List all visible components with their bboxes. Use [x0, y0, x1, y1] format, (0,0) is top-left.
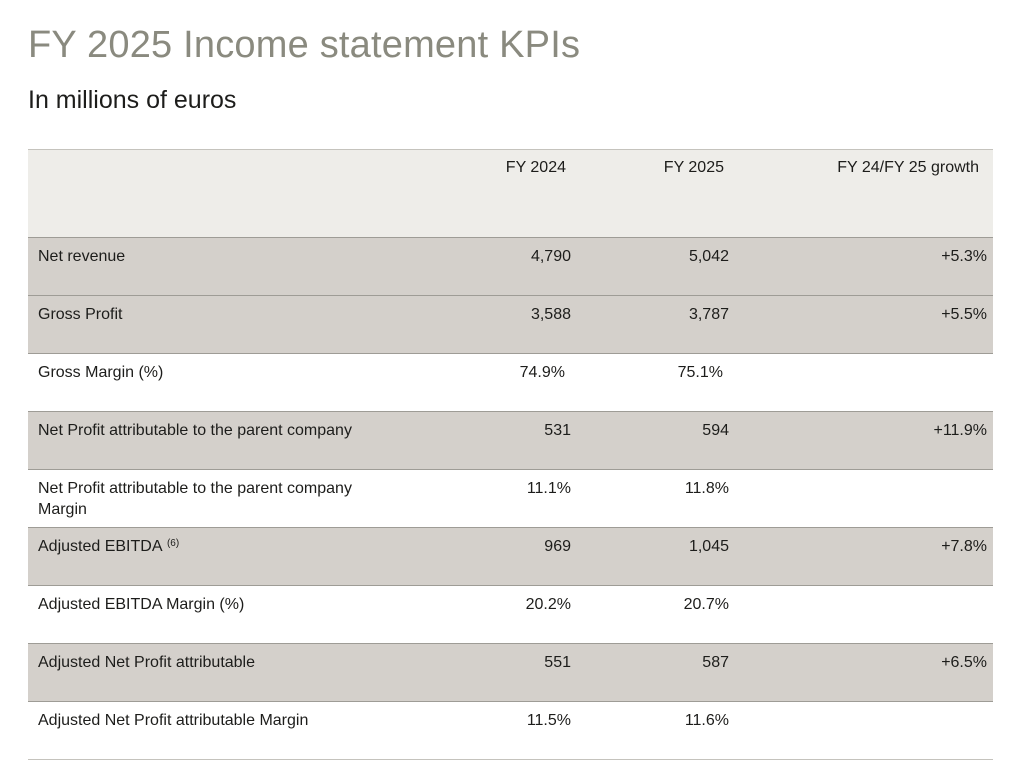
row-label	[28, 644, 418, 702]
value-fy2024: 74.9%	[418, 354, 576, 412]
row-label-text: Net Profit attributable to the parent company Margin	[38, 480, 352, 518]
value-fy2024: 551	[418, 644, 576, 702]
table-row	[28, 702, 993, 760]
table-row	[28, 586, 993, 644]
value-fy2024: 20.2%	[418, 586, 576, 644]
value-fy2025: 1,045	[576, 528, 734, 586]
value-growth: +11.9%	[734, 412, 993, 470]
row-label-text: Gross Margin (%)	[38, 364, 164, 381]
value-growth	[734, 702, 993, 760]
page-title: FY 2025 Income statement KPIs	[28, 24, 581, 66]
row-label	[28, 296, 418, 354]
value-fy2024: 3,588	[418, 296, 576, 354]
value-fy2024: 531	[418, 412, 576, 470]
table-header-row	[28, 150, 993, 238]
value-fy2025: 3,787	[576, 296, 734, 354]
row-label	[28, 412, 418, 470]
table-row	[28, 354, 993, 412]
row-label	[28, 586, 418, 644]
value-fy2025: 11.8%	[576, 470, 734, 528]
table-row	[28, 296, 993, 354]
value-growth	[734, 354, 993, 412]
value-growth	[734, 586, 993, 644]
header-fy2025: FY 2025	[576, 150, 734, 238]
table-row	[28, 528, 993, 586]
value-fy2025: 20.7%	[576, 586, 734, 644]
row-label	[28, 238, 418, 296]
value-growth: +6.5%	[734, 644, 993, 702]
row-label-text: Adjusted Net Profit attributable Margin	[38, 712, 309, 729]
table-body	[28, 238, 993, 760]
row-label-text: Adjusted EBITDA Margin (%)	[38, 596, 245, 613]
value-fy2024: 11.1%	[418, 470, 576, 528]
row-label	[28, 702, 418, 760]
row-label	[28, 470, 418, 528]
row-label-text: Adjusted EBITDA	[38, 538, 163, 555]
value-growth	[734, 470, 993, 528]
value-fy2024: 969	[418, 528, 576, 586]
page-subtitle: In millions of euros	[28, 86, 237, 114]
kpi-table	[28, 149, 993, 760]
row-label	[28, 528, 418, 586]
header-growth: FY 24/FY 25 growth	[734, 150, 993, 238]
value-growth: +7.8%	[734, 528, 993, 586]
table-row	[28, 644, 993, 702]
table-row	[28, 412, 993, 470]
table-header	[28, 150, 993, 238]
value-growth: +5.5%	[734, 296, 993, 354]
value-fy2025: 5,042	[576, 238, 734, 296]
footnote-marker: (6)	[166, 538, 180, 549]
row-label-text: Adjusted Net Profit attributable	[38, 654, 256, 671]
value-growth: +5.3%	[734, 238, 993, 296]
header-label	[28, 150, 418, 238]
row-label	[28, 354, 418, 412]
value-fy2025: 75.1%	[576, 354, 734, 412]
value-fy2024: 11.5%	[418, 702, 576, 760]
row-label-text: Gross Profit	[38, 306, 123, 323]
value-fy2025: 587	[576, 644, 734, 702]
value-fy2025: 11.6%	[576, 702, 734, 760]
table-row	[28, 238, 993, 296]
row-label-text: Net revenue	[38, 248, 126, 265]
row-label-text: Net Profit attributable to the parent company	[38, 422, 352, 439]
table-row	[28, 470, 993, 528]
value-fy2025: 594	[576, 412, 734, 470]
value-fy2024: 4,790	[418, 238, 576, 296]
header-fy2024: FY 2024	[418, 150, 576, 238]
